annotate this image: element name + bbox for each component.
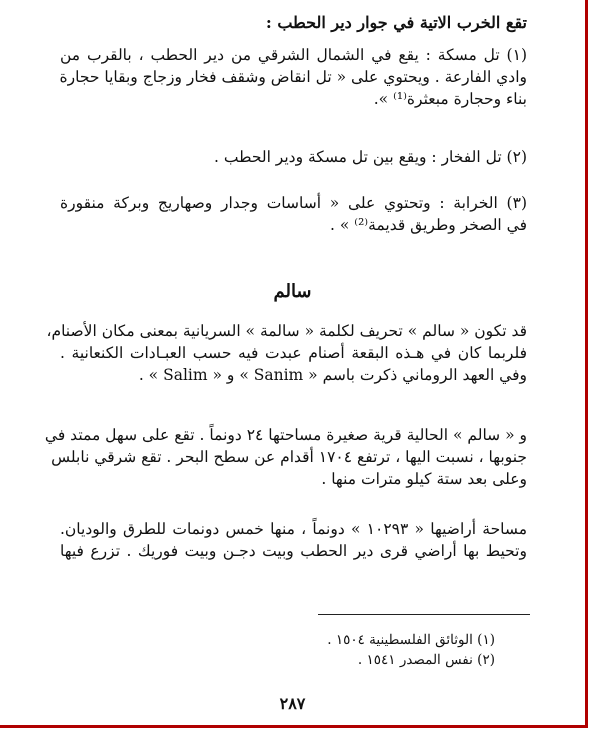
- text-line: قد تكون « سالم » تحريف لكلمة « سالمة » السريانية بمعنى مكان الأصنام،: [46, 322, 527, 340]
- text-line: مساحة أراضيها « ١٠٢٩٣ » دونماً ، منها خمس دونمات للطرق والوديان.: [60, 520, 527, 538]
- section-title: سالم: [273, 281, 312, 302]
- text-line: في الصخر وطريق قديمة⁽²⁾ » .: [330, 216, 527, 234]
- text-line: وادي الفارعة . ويحتوي على « تل انقاض وشقف فخار وزجاج وبقايا حجارة: [59, 68, 527, 86]
- text-line: جنوبها ، نسبت اليها ، ترتفع ١٧٠٤ أقدام عن سطح البحر . تقع شرقي نابلس: [51, 448, 527, 466]
- text-line: (٢) تل الفخار : ويقع بين تل مسكة ودير الحطب .: [214, 148, 527, 166]
- footnote: (١) الوثائق الفلسطينية ١٥٠٤ .: [327, 632, 495, 648]
- text-line: بناء وحجارة مبعثرة⁽¹⁾ ».: [373, 90, 527, 108]
- text-line: (١) تل مسكة : يقع في الشمال الشرقي من دير الحطب ، بالقرب من: [60, 46, 527, 64]
- list-item: [60, 146, 527, 168]
- text-line: فلربما كان في هـذه البقعة أصنام عبدت فيه حسب العبـادات الكنعانية .: [60, 344, 527, 362]
- list-item: [60, 192, 527, 236]
- paragraph: [44, 424, 527, 490]
- text-line: وفي العهد الروماني ذكرت باسم « Sanim » و « Salim » .: [138, 366, 527, 384]
- paragraph: [46, 320, 527, 386]
- heading-block: [60, 12, 527, 34]
- text-line: وتحيط بها أراضي قرى دير الحطب وبيت دجـن وبيت فوريك . تزرع فيها: [60, 542, 527, 560]
- text-line: (٣) الخرابة : وتحتوي على « أساسات وجدار وصهاريج وبركة منقورة: [60, 194, 527, 212]
- list-item: [60, 44, 527, 110]
- text-line: و « سالم » الحالية قرية صغيرة مساحتها ٢٤ دونماً . تقع على سهل ممتد في: [44, 426, 527, 444]
- footnote-divider: [318, 614, 530, 615]
- text-line: وعلى بعد ستة كيلو مترات منها .: [321, 470, 527, 488]
- page-heading: تقع الخرب الاتية في جوار دير الحطب :: [265, 13, 527, 32]
- page-number: ٢٨٧: [279, 694, 306, 713]
- footnote: (٢) نفس المصدر ١٥٤١ .: [357, 652, 495, 668]
- paragraph: [60, 518, 527, 562]
- footnotes: [200, 630, 495, 670]
